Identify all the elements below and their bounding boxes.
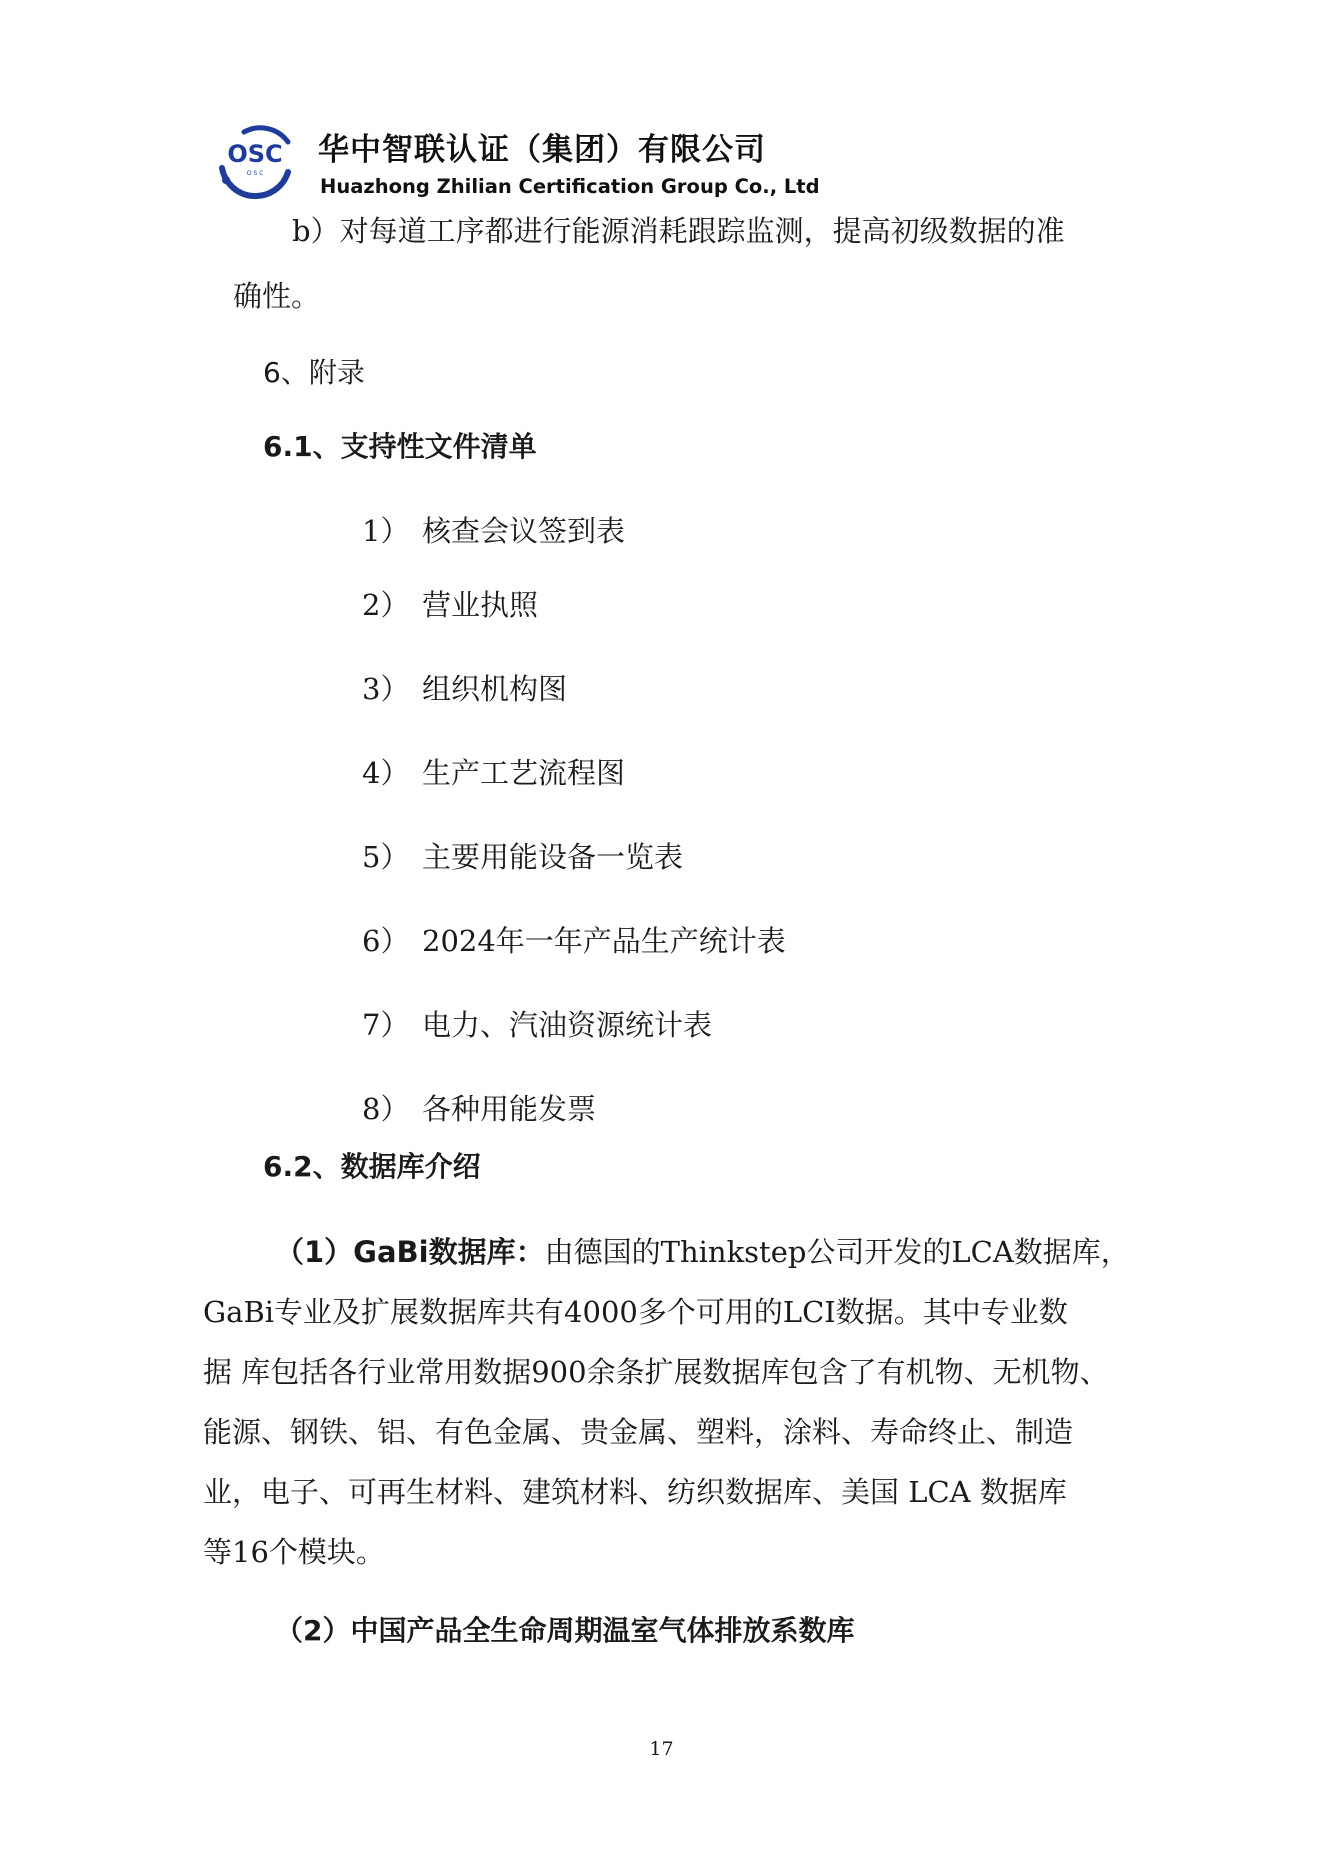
list-item-number: 1） <box>362 514 410 548</box>
china-db-heading: （2）中国产品全生命周期温室气体排放系数库 <box>275 1614 855 1647</box>
list-item <box>362 1006 712 1044</box>
logo-subtext: O S C <box>246 170 264 177</box>
page-number: 17 <box>649 1738 674 1760</box>
logo-text: OSC <box>227 140 283 168</box>
section-heading-6-2: 6.2、数据库介绍 <box>263 1150 481 1183</box>
gabi-line-6: 等16个模块。 <box>203 1535 385 1569</box>
company-name-english: Huazhong Zhilian Certification Group Co., Ltd <box>320 175 820 198</box>
list-item-text: 电力、汽油资源统计表 <box>422 1008 713 1042</box>
list-item-number: 5） <box>362 840 410 874</box>
gabi-lead: （1）GaBi数据库： <box>275 1235 545 1269</box>
section-heading-6-1: 6.1、支持性文件清单 <box>263 430 537 463</box>
list-item-number: 4） <box>362 756 410 790</box>
list-item-text: 组织机构图 <box>422 672 568 706</box>
company-logo <box>214 122 296 204</box>
item-b-line-2: 确性。 <box>233 279 321 313</box>
list-item-number: 3） <box>362 672 410 706</box>
list-item-text: 2024年一年产品生产统计表 <box>422 924 786 958</box>
gabi-paragraph <box>203 1222 1133 1582</box>
item-b-line-1: b）对每道工序都进行能源消耗跟踪监测，提高初级数据的准 <box>292 214 1065 248</box>
gabi-line-1 <box>203 1222 1133 1282</box>
section-heading-6: 6、附录 <box>263 356 365 389</box>
list-item-text: 生产工艺流程图 <box>422 756 626 790</box>
list-item-text: 核查会议签到表 <box>422 514 626 548</box>
gabi-line-3: 据 库包括各行业常用数据900余条扩展数据库包含了有机物、无机物、 <box>203 1355 1109 1389</box>
list-item-text: 主要用能设备一览表 <box>422 840 684 874</box>
list-item-number: 8） <box>362 1092 410 1126</box>
gabi-line-1-text: 由德国的Thinkstep公司开发的LCA数据库， <box>544 1235 1130 1269</box>
gabi-line-4: 能源、钢铁、铝、有色金属、贵金属、塑料，涂料、寿命终止、制造 <box>203 1415 1074 1449</box>
list-item-text: 营业执照 <box>422 588 539 622</box>
list-item <box>362 670 567 708</box>
list-item <box>362 512 625 550</box>
list-item <box>362 1090 596 1128</box>
list-item <box>362 586 538 624</box>
list-item <box>362 754 625 792</box>
list-item <box>362 922 786 960</box>
list-item <box>362 838 683 876</box>
list-item-text: 各种用能发票 <box>422 1092 597 1126</box>
company-name-chinese: 华中智联认证（集团）有限公司 <box>318 132 766 168</box>
gabi-line-2: GaBi专业及扩展数据库共有4000多个可用的LCI数据。其中专业数 <box>203 1295 1068 1329</box>
list-item-number: 2） <box>362 588 410 622</box>
gabi-line-5: 业，电子、可再生材料、建筑材料、纺织数据库、美国 LCA 数据库 <box>203 1475 1067 1509</box>
list-item-number: 7） <box>362 1008 410 1042</box>
document-header <box>214 118 914 208</box>
list-item-number: 6） <box>362 924 410 958</box>
